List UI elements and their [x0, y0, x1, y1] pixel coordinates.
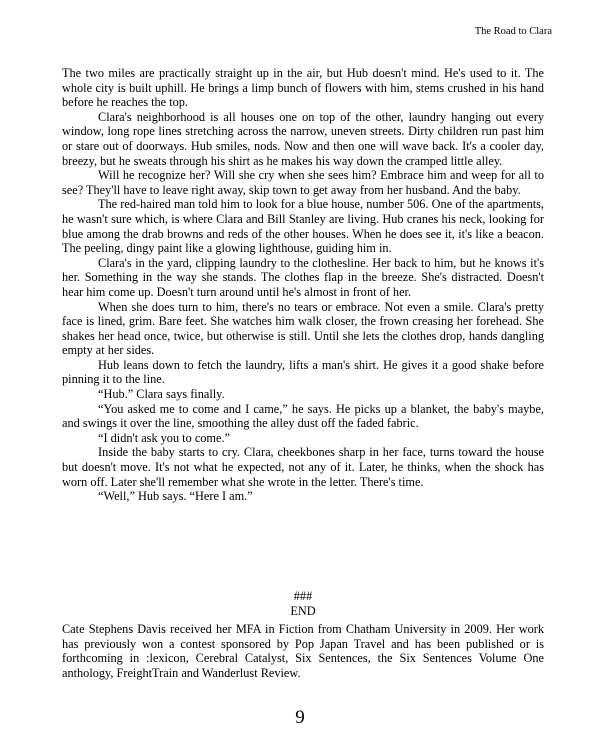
section-break	[62, 589, 544, 618]
end-label: END	[290, 603, 316, 618]
story-paragraph: “You asked me to come and I came,” he says. He picks up a blanket, the baby's maybe, and swings it over the line, smoothing the alley dust off the faded fabric.	[62, 401, 544, 431]
page-number: 9	[295, 707, 305, 728]
story-body	[62, 66, 544, 504]
author-bio: Cate Stephens Davis received her MFA in Fiction from Chatham University in 2009. Her work has previously won a contest sponsored by Pop Japan Travel and has been published or is forthcoming in :lexicon, Cerebral Catalyst, Six Sentences, the Six Sentences Volume One anthology, FreightTrain and Wanderlust Review.	[62, 622, 544, 680]
separator-marks: ###	[293, 589, 313, 603]
story-paragraph: “Hub.” Clara says finally.	[98, 387, 225, 402]
story-paragraph: The red-haired man told him to look for a blue house, number 506. One of the apartments, he wasn't sure which, is where Clara and Bill Stanley are living. Hub cranes his neck, looking for blue among the drab browns and reds of the other houses. When he does see it, it's like a beacon. The peeling, dingy paint like a glowing lighthouse, guiding him in.	[62, 197, 544, 256]
story-paragraph: Hub leans down to fetch the laundry, lifts a man's shirt. He gives it a good shake before pinning it to the line.	[62, 357, 544, 387]
story-paragraph: Clara's neighborhood is all houses one on top of the other, laundry hanging out every window, long rope lines stretching across the narrow, uneven streets. Dirty children run past him or stare out of doorways. Hub smiles, nods. Now and then one will wave back. It's a cooler day, breezy, but he sweats through his shirt as he makes his way down the cramped little alley.	[62, 109, 544, 168]
story-paragraph: “Well,” Hub says. “Here I am.”	[98, 489, 253, 504]
running-header: The Road to Clara	[474, 26, 552, 37]
story-paragraph: The two miles are practically straight up in the air, but Hub doesn't mind. He's used to it. The whole city is built uphill. He brings a limp bunch of flowers with him, stems crushed in his hand before he reaches the top.	[62, 66, 544, 110]
story-paragraph: When she does turn to him, there's no tears or embrace. Not even a smile. Clara's pretty face is lined, grim. Bare feet. She watches him walk closer, the frown creasing her forehead. She shakes her head once, twice, but otherwise is still. Until she lets the clothes drop, hands dangling empty at her sides.	[62, 299, 544, 358]
story-paragraph: Inside the baby starts to cry. Clara, cheekbones sharp in her face, turns toward the house but doesn't move. It's not what he expected, not any of it. Later, he thinks, when the shock has worn off. Later she'll remember what she wrote in the letter. There's time.	[62, 445, 544, 489]
story-paragraph: “I didn't ask you to come.”	[98, 430, 230, 445]
story-paragraph: Clara's in the yard, clipping laundry to the clothesline. Her back to him, but he knows it's her. Something in the way she stands. The clothes flap in the breeze. She's distracted. Doesn't hear him come up. Doesn't turn around until he's almost in front of her.	[62, 255, 544, 299]
story-paragraph: Will he recognize her? Will she cry when she sees him? Embrace him and weep for all to see? They'll have to leave right away, skip town to get away from her husband. And the baby.	[62, 168, 544, 197]
